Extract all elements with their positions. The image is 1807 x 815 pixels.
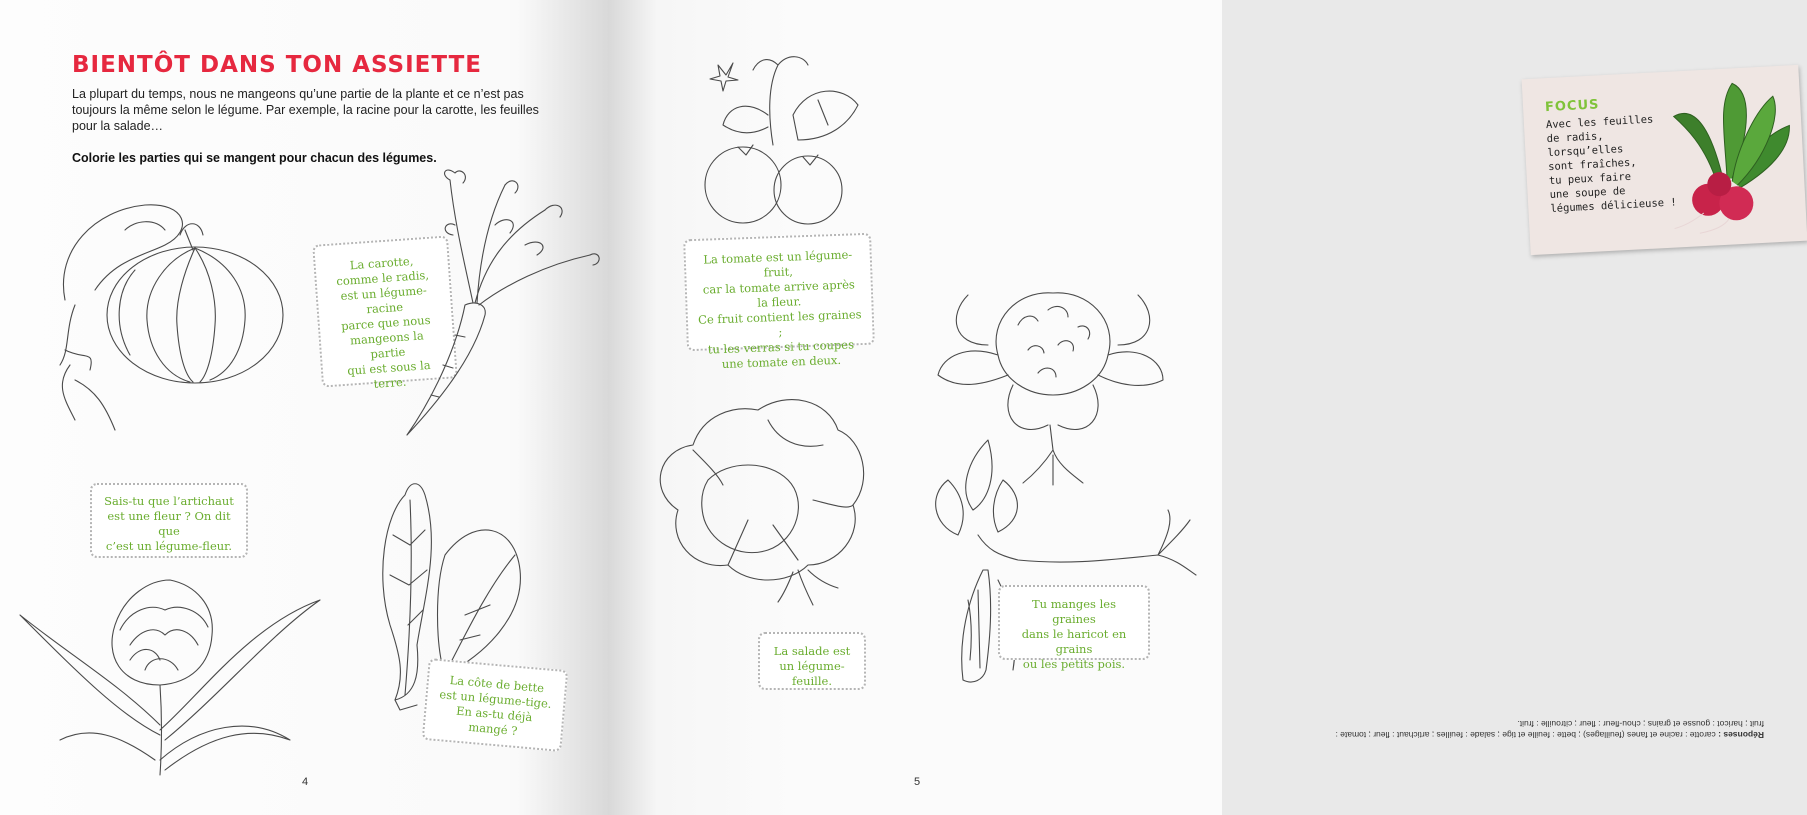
coloring-instruction: Colorie les parties qui se mangent pour chacun des légumes. [72, 151, 437, 165]
page-number-right: 5 [914, 776, 921, 788]
left-page [0, 0, 608, 815]
pumpkin-drawing [35, 190, 295, 450]
focus-title: FOCUS [1544, 97, 1600, 116]
answers-footnote [1332, 718, 1764, 740]
tomato-info-bubble: La tomate est un légume-fruit, car la tomate arrive après la fleur. Ce fruit contient les graines ; tu les verras si tu coupes une tomate en deux. [683, 233, 875, 351]
tomato-plant-drawing [698, 45, 878, 225]
chard-info-bubble: La côte de bette est un légume-tige. En as-tu déjà mangé ? [422, 658, 569, 752]
answers-text: carotte : racine et fanes (feuillages) ; bette : feuille et tige ; salade : feuilles ; artichaut : fleur ; tomate : fruit ; haricot : gousse et grains ; chou-fleur : fleur ; citrouille : fruit. [1335, 719, 1764, 740]
lettuce-info-bubble: La salade est un légume-feuille. [758, 632, 866, 690]
lettuce-drawing [648, 390, 878, 610]
artichoke-drawing [20, 575, 320, 790]
right-page [608, 0, 1764, 815]
bean-info-bubble: Tu manges les graines dans le haricot en grains ou les petits pois. [998, 585, 1150, 660]
focus-text: Avec les feuilles de radis, lorsqu’elles sont fraîches, tu peux faire une soupe de légumes délicieuse ! [1545, 113, 1677, 216]
page-title: BIENTÔT DANS TON ASSIETTE [72, 52, 482, 78]
carrot-info-bubble: La carotte, comme le radis, est un légume-racine parce que nous mangeons la partie qui est sous la terre. [312, 235, 458, 387]
radish-image [1662, 70, 1800, 237]
carrot-drawing [395, 165, 605, 450]
answers-label: Réponses : [1718, 730, 1764, 740]
artichoke-info-bubble: Sais-tu que l’artichaut est une fleur ? On dit que c’est un légume-fleur. [90, 483, 248, 558]
intro-paragraph: La plupart du temps, nous ne mangeons qu’une partie de la plante et ce n’est pas toujours la même selon le légume. Par exemple, la racine pour la carotte, les feuilles pour la salade… [72, 87, 539, 133]
page-number-left: 4 [302, 776, 309, 788]
focus-card [1522, 65, 1807, 255]
